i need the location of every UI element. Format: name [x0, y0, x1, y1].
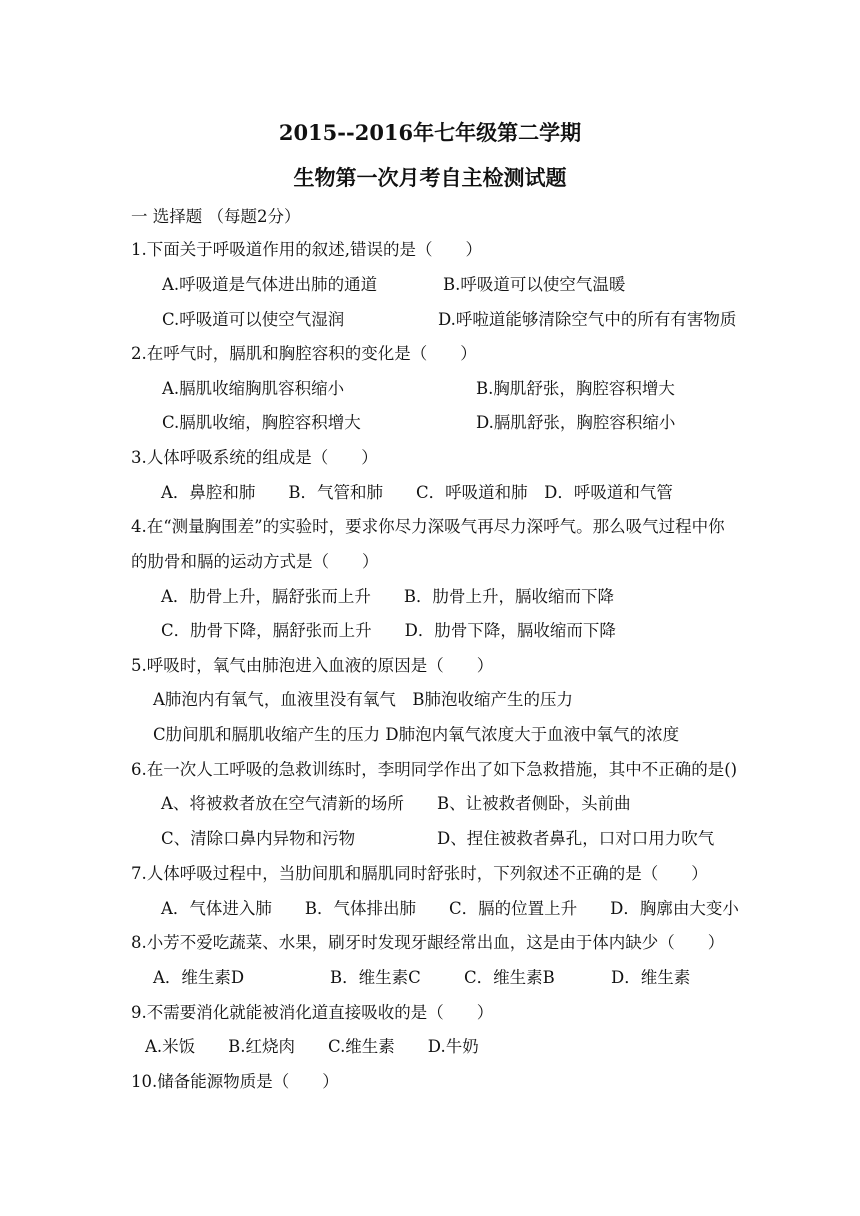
- question-6-option-b: B、让被救者侧卧，头前曲: [437, 794, 631, 813]
- question-8-option-c: C．维生素B: [464, 968, 555, 987]
- section-heading: 一 选择题 （每题2分）: [131, 207, 301, 226]
- question-8-option-a: A．维生素D: [153, 968, 245, 987]
- question-8-stem: 8.小芳不爱吃蔬菜、水果，刷牙时发现牙龈经常出血，这是由于体内缺少（ ）: [131, 933, 725, 952]
- question-6-option-c: C、清除口鼻内异物和污物: [161, 829, 356, 848]
- question-9-stem: 9.不需要消化就能被消化道直接吸收的是（ ）: [131, 1003, 494, 1022]
- question-1-option-a: A.呼吸道是气体进出肺的通道: [162, 275, 378, 294]
- question-5-stem: 5.呼吸时，氧气由肺泡进入血液的原因是（ ）: [131, 656, 494, 675]
- question-2-stem: 2.在呼气时，膈肌和胸腔容积的变化是（ ）: [131, 344, 477, 363]
- question-1-option-b: B.呼吸道可以使空气温暖: [443, 275, 626, 294]
- question-2-option-a: A.膈肌收缩胸肌容积缩小: [162, 379, 345, 398]
- question-6-stem: 6.在一次人工呼吸的急救训练时，李明同学作出了如下急救措施，其中不正确的是(): [131, 760, 738, 779]
- question-2-option-b: B.胸肌舒张，胸腔容积增大: [476, 379, 675, 398]
- question-2-option-d: D.膈肌舒张，胸腔容积缩小: [476, 413, 676, 432]
- question-4-options-cd: C．肋骨下降，膈舒张而上升 D．肋骨下降，膈收缩而下降: [161, 621, 616, 640]
- question-5-options-cd: C肋间肌和膈肌收缩产生的压力 D肺泡内氧气浓度大于血液中氧气的浓度: [153, 725, 680, 744]
- question-1-option-c: C.呼吸道可以使空气湿润: [162, 310, 345, 329]
- question-5-options-ab: A肺泡内有氧气，血液里没有氧气 B肺泡收缩产生的压力: [153, 690, 574, 709]
- question-3-stem: 3.人体呼吸系统的组成是（ ）: [131, 448, 378, 467]
- question-4-options-ab: A．肋骨上升，膈舒张而上升 B．肋骨上升，膈收缩而下降: [161, 587, 615, 606]
- question-8-option-b: B．维生素C: [330, 968, 421, 987]
- question-6-option-a: A、将被救者放在空气清新的场所: [161, 794, 404, 813]
- question-6-option-d: D、捏住被救者鼻孔，口对口用力吹气: [437, 829, 715, 848]
- question-7-options: A．气体进入肺 B．气体排出肺 C．膈的位置上升 D．胸廓由大变小: [161, 899, 739, 918]
- question-4-stem-line2: 的肋骨和膈的运动方式是（ ）: [131, 552, 379, 571]
- question-7-stem: 7.人体呼吸过程中，当肋间肌和膈肌同时舒张时，下列叙述不正确的是（ ）: [131, 864, 708, 883]
- question-1-stem: 1.下面关于呼吸道作用的叙述,错误的是（ ）: [131, 240, 482, 259]
- question-10-stem: 10.储备能源物质是（ ）: [131, 1072, 339, 1091]
- exam-title-subject: 生物第一次月考自主检测试题: [293, 165, 567, 190]
- question-2-option-c: C.膈肌收缩，胸腔容积增大: [162, 413, 361, 432]
- question-1-option-d: D.呼啦道能够清除空气中的所有有害物质: [438, 310, 737, 329]
- exam-title-year: 2015--2016年七年级第二学期: [278, 120, 582, 145]
- question-3-options: A．鼻腔和肺 B．气管和肺 C．呼吸道和肺 D．呼吸道和气管: [161, 483, 673, 502]
- question-9-options: A.米饭 B.红烧肉 C.维生素 D.牛奶: [145, 1037, 479, 1056]
- question-4-stem-line1: 4.在“测量胸围差”的实验时，要求你尽力深吸气再尽力深呼气。那么吸气过程中你: [131, 517, 725, 536]
- question-8-option-d: D．维生素: [611, 968, 691, 987]
